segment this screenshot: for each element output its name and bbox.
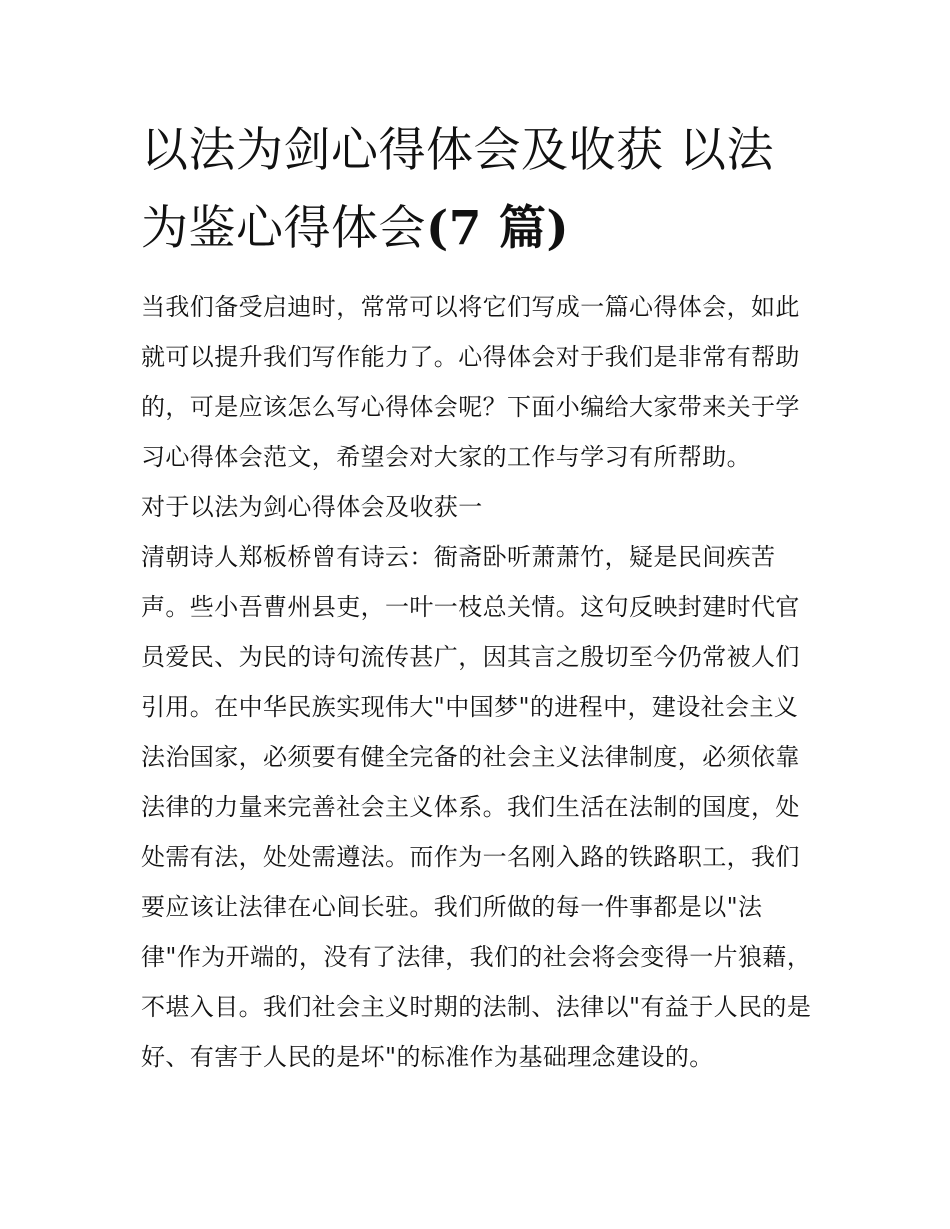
title-text: 以法为剑心得体会及收获 以法为鉴心得体会 [141,123,774,256]
intro-paragraph: 当我们备受启迪时，常常可以将它们写成一篇心得体会，如此就可以提升我们写作能力了。心得体会对于我们是非常有帮助的，可是应该怎么写心得体会呢？下面小编给大家带来关于学习心得体会范文，希望会对大家的工作与学习有所帮助。 [141,293,800,471]
title-suffix: 篇) [481,201,570,256]
document-title [141,112,815,268]
title-count: (7 [426,201,482,256]
document-page [141,112,815,1082]
section-heading: 对于以法为剑心得体会及收获一 [141,493,483,521]
body-paragraph: 清朝诗人郑板桥曾有诗云：衙斋卧听萧萧竹，疑是民间疾苦声。些小吾曹州县吏，一叶一枝总关情。这句反映封建时代官员爱民、为民的诗句流传甚广，因其言之殷切至今仍常被人们引用。在中华民族实现伟大"中国梦"的进程中，建设社会主义法治国家，必须要有健全完备的社会主义法律制度，必须依靠法律的力量来完善社会主义体系。我们生活在法制的国度，处处需有法，处处需遵法。而作为一名刚入路的铁路职工，我们要应该让法律在心间长驻。我们所做的每一件事都是以"法律"作为开端的，没有了法律，我们的社会将会变得一片狼藉，不堪入目。我们社会主义时期的法制、法律以"有益于人民的是好、有害于人民的是坏"的标准作为基础理念建设的。 [141,543,812,1071]
